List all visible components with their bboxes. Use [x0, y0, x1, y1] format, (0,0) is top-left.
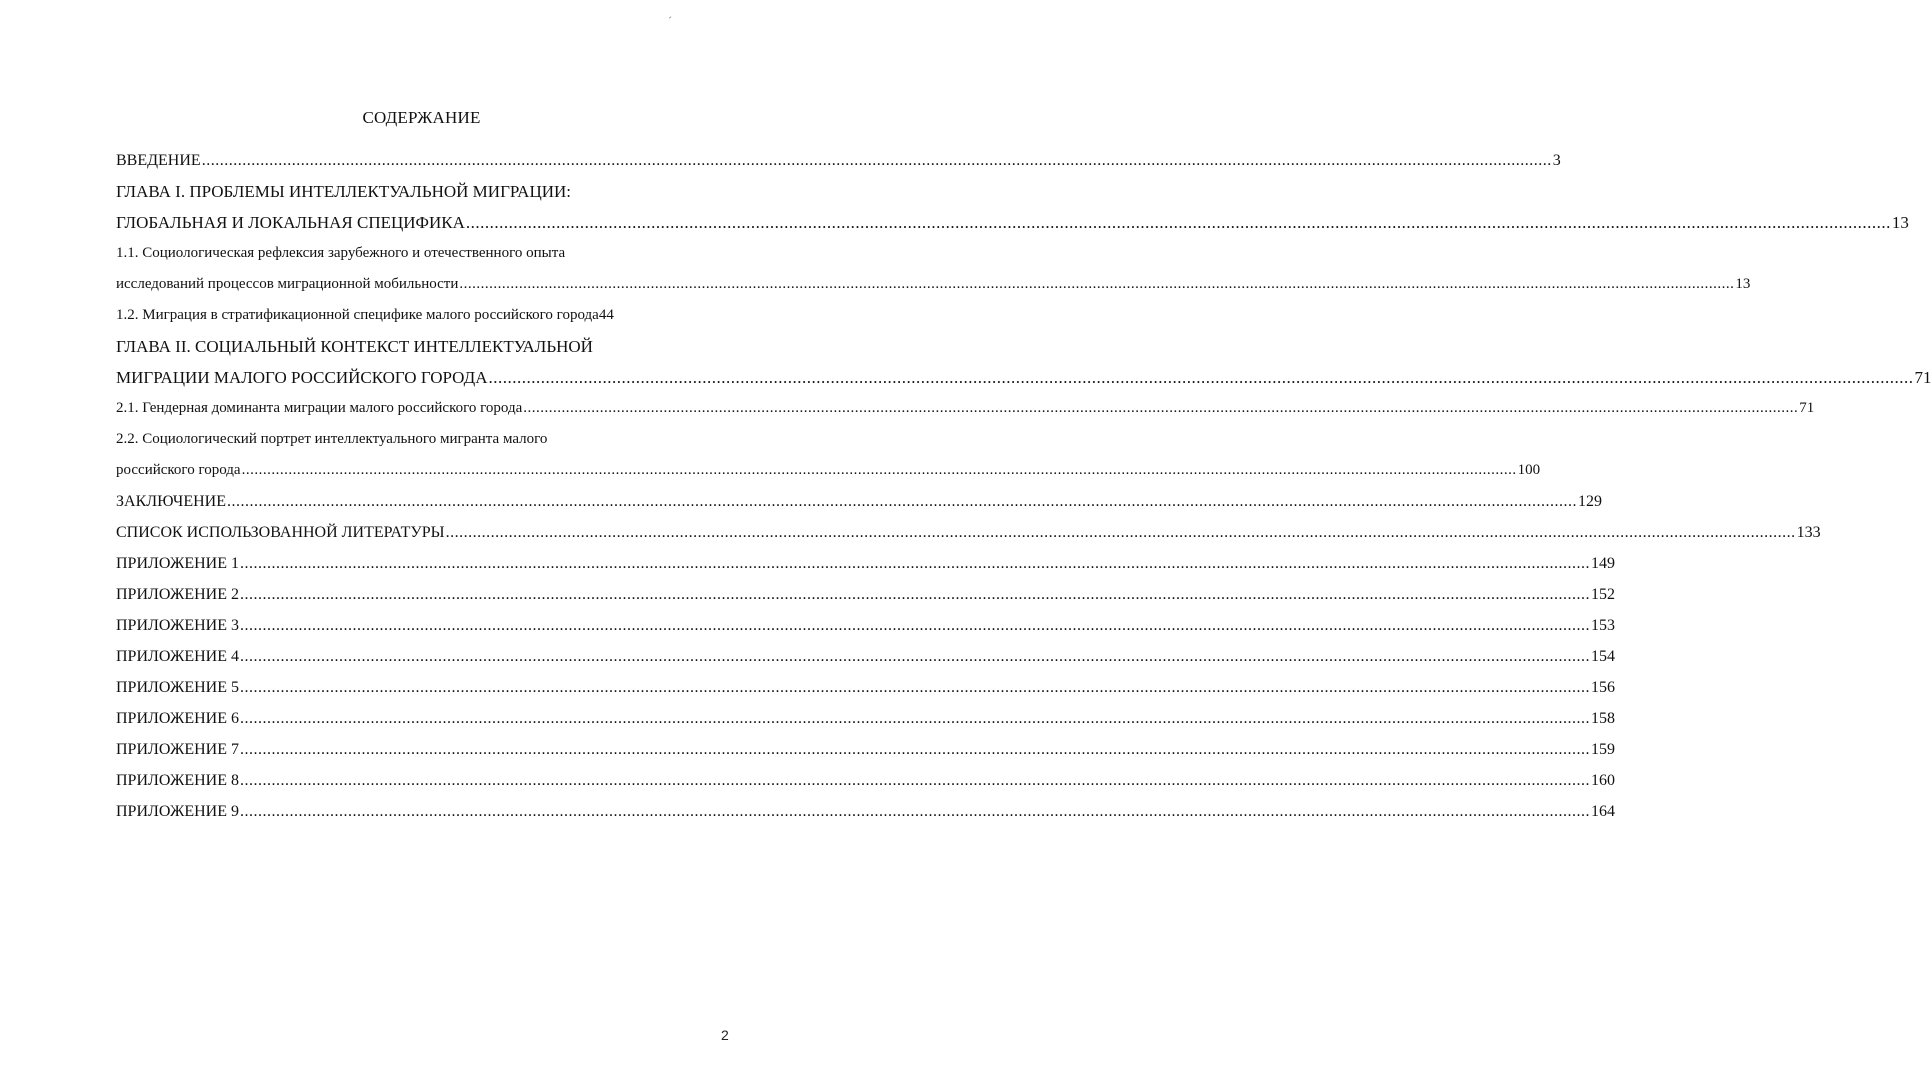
dot-leader: ............................................................................................................................................................................................................................................................................................................ [465, 213, 1891, 232]
toc-entry-chapter-1[interactable] [116, 176, 1909, 238]
dot-leader: ............................................................................................................................................................................................................................................................................................................ [240, 741, 1591, 758]
toc-entry-appendix-2[interactable] [116, 579, 1616, 610]
toc-entry-section-2-2[interactable] [116, 424, 1541, 486]
dot-leader: ............................................................................................................................................................................................................................................................................................................ [240, 648, 1591, 665]
toc-entry-appendix-9[interactable] [116, 796, 1616, 827]
toc-entry-title: ПРИЛОЖЕНИЕ 2 [116, 586, 240, 603]
toc-entry-page: 158 [1591, 710, 1616, 727]
toc-entry-appendix-1[interactable] [116, 548, 1616, 579]
toc-entry-title: ЗАКЛЮЧЕНИЕ [116, 493, 226, 510]
toc-entry-appendix-7[interactable] [116, 734, 1616, 765]
toc-entry-page: 13 [1891, 213, 1909, 232]
toc-entry-appendix-4[interactable] [116, 641, 1616, 672]
toc-entry-appendix-3[interactable] [116, 610, 1616, 641]
toc-entry-title: ГЛАВА II. СОЦИАЛЬНЫЙ КОНТЕКСТ ИНТЕЛЛЕКТУАЛЬНОЙ [116, 337, 593, 356]
toc-entry-title: ПРИЛОЖЕНИЕ 5 [116, 679, 240, 696]
toc-entry-title: ПРИЛОЖЕНИЕ 9 [116, 803, 240, 820]
dot-leader: ............................................................................................................................................................................................................................................................................................................ [445, 524, 1796, 541]
table-of-contents [116, 145, 1931, 827]
dot-leader: ............................................................................................................................................................................................................................................................................................................ [240, 586, 1591, 603]
toc-entry-page: 100 [1517, 462, 1541, 478]
toc-entry-title: ГЛАВА I. ПРОБЛЕМЫ ИНТЕЛЛЕКТУАЛЬНОЙ МИГРАЦИИ: [116, 182, 572, 201]
toc-entry-section-1-2[interactable] [116, 300, 732, 331]
toc-entry-page: 156 [1591, 679, 1616, 696]
toc-entry-title: 1.1. Социологическая рефлексия зарубежного и отечественного опыта [116, 245, 566, 261]
toc-entry-title-cont: МИГРАЦИИ МАЛОГО РОССИЙСКОГО ГОРОДА [116, 368, 488, 387]
toc-entry-title: ПРИЛОЖЕНИЕ 6 [116, 710, 240, 727]
toc-entry-appendix-8[interactable] [116, 765, 1616, 796]
toc-entry-title-cont: ГЛОБАЛЬНАЯ И ЛОКАЛЬНАЯ СПЕЦИФИКА [116, 213, 465, 232]
dot-leader: ............................................................................................................................................................................................................................................................................................................ [240, 679, 1591, 696]
toc-entry-title: 2.2. Социологический портрет интеллектуального мигранта малого [116, 431, 548, 447]
dot-leader: ............................................................................................................................................................................................................................................................................................................ [226, 493, 1577, 510]
toc-entry-page: 149 [1591, 555, 1616, 572]
toc-entry-chapter-2[interactable] [116, 331, 1931, 393]
toc-entry-title-cont: исследований процессов миграционной мобильности [116, 276, 459, 292]
toc-entry-introduction[interactable] [116, 145, 1561, 176]
corner-mark: ˊ [668, 14, 672, 28]
dot-leader: ............................................................................................................................................................................................................................................................................................................ [240, 555, 1591, 572]
toc-entry-title: ПРИЛОЖЕНИЕ 3 [116, 617, 240, 634]
dot-leader: ............................................................................................................................................................................................................................................................................................................ [459, 276, 1735, 292]
dot-leader: ............................................................................................................................................................................................................................................................................................................ [488, 368, 1914, 387]
toc-entry-page: 133 [1796, 524, 1821, 541]
toc-entry-bibliography[interactable] [116, 517, 1821, 548]
toc-entry-title: ПРИЛОЖЕНИЕ 7 [116, 741, 240, 758]
page-number: 2 [721, 1027, 729, 1043]
toc-entry-appendix-6[interactable] [116, 703, 1616, 734]
toc-entry-page: 3 [1552, 152, 1561, 169]
dot-leader: ............................................................................................................................................................................................................................................................................................................ [523, 400, 1799, 416]
toc-entry-page: 164 [1591, 803, 1616, 820]
dot-leader: ............................................................................................................................................................................................................................................................................................................ [240, 710, 1591, 727]
toc-entry-page: 71 [1914, 368, 1931, 387]
toc-entry-title: ВВЕДЕНИЕ [116, 152, 201, 169]
toc-entry-page: 152 [1591, 586, 1616, 603]
toc-entry-section-1-1[interactable] [116, 238, 1751, 300]
toc-entry-page: 44 [598, 307, 614, 323]
dot-leader: ............................................................................................................................................................................................................................................................................................................ [241, 462, 1517, 478]
toc-entry-page: 160 [1591, 772, 1616, 789]
toc-entry-title: ПРИЛОЖЕНИЕ 8 [116, 772, 240, 789]
dot-leader: ............................................................................................................................................................................................................................................................................................................ [201, 152, 1552, 169]
toc-entry-section-2-1[interactable] [116, 393, 1815, 424]
toc-entry-page: 153 [1591, 617, 1616, 634]
toc-entry-conclusion[interactable] [116, 486, 1602, 517]
dot-leader: ............................................................................................................................................................................................................................................................................................................ [240, 617, 1591, 634]
dot-leader: ............................................................................................................................................................................................................................................................................................................ [240, 772, 1591, 789]
toc-entry-appendix-5[interactable] [116, 672, 1616, 703]
toc-entry-page: 13 [1735, 276, 1751, 292]
toc-entry-page: 154 [1591, 648, 1616, 665]
toc-entry-title: ПРИЛОЖЕНИЕ 4 [116, 648, 240, 665]
toc-title: СОДЕРЖАНИЕ [362, 108, 481, 127]
toc-entry-title: СПИСОК ИСПОЛЬЗОВАННОЙ ЛИТЕРАТУРЫ [116, 524, 445, 541]
toc-entry-title: 1.2. Миграция в стратификационной специфике малого российского города [116, 307, 599, 323]
toc-entry-page: 129 [1577, 493, 1602, 510]
toc-entry-page: 71 [1799, 400, 1815, 416]
dot-leader: ............................................................................................................................................................................................................................................................................................................ [240, 803, 1591, 820]
toc-entry-title: 2.1. Гендерная доминанта миграции малого российского города [116, 400, 523, 416]
toc-entry-title: ПРИЛОЖЕНИЕ 1 [116, 555, 240, 572]
toc-entry-page: 159 [1591, 741, 1616, 758]
toc-entry-title-cont: российского города [116, 462, 241, 478]
